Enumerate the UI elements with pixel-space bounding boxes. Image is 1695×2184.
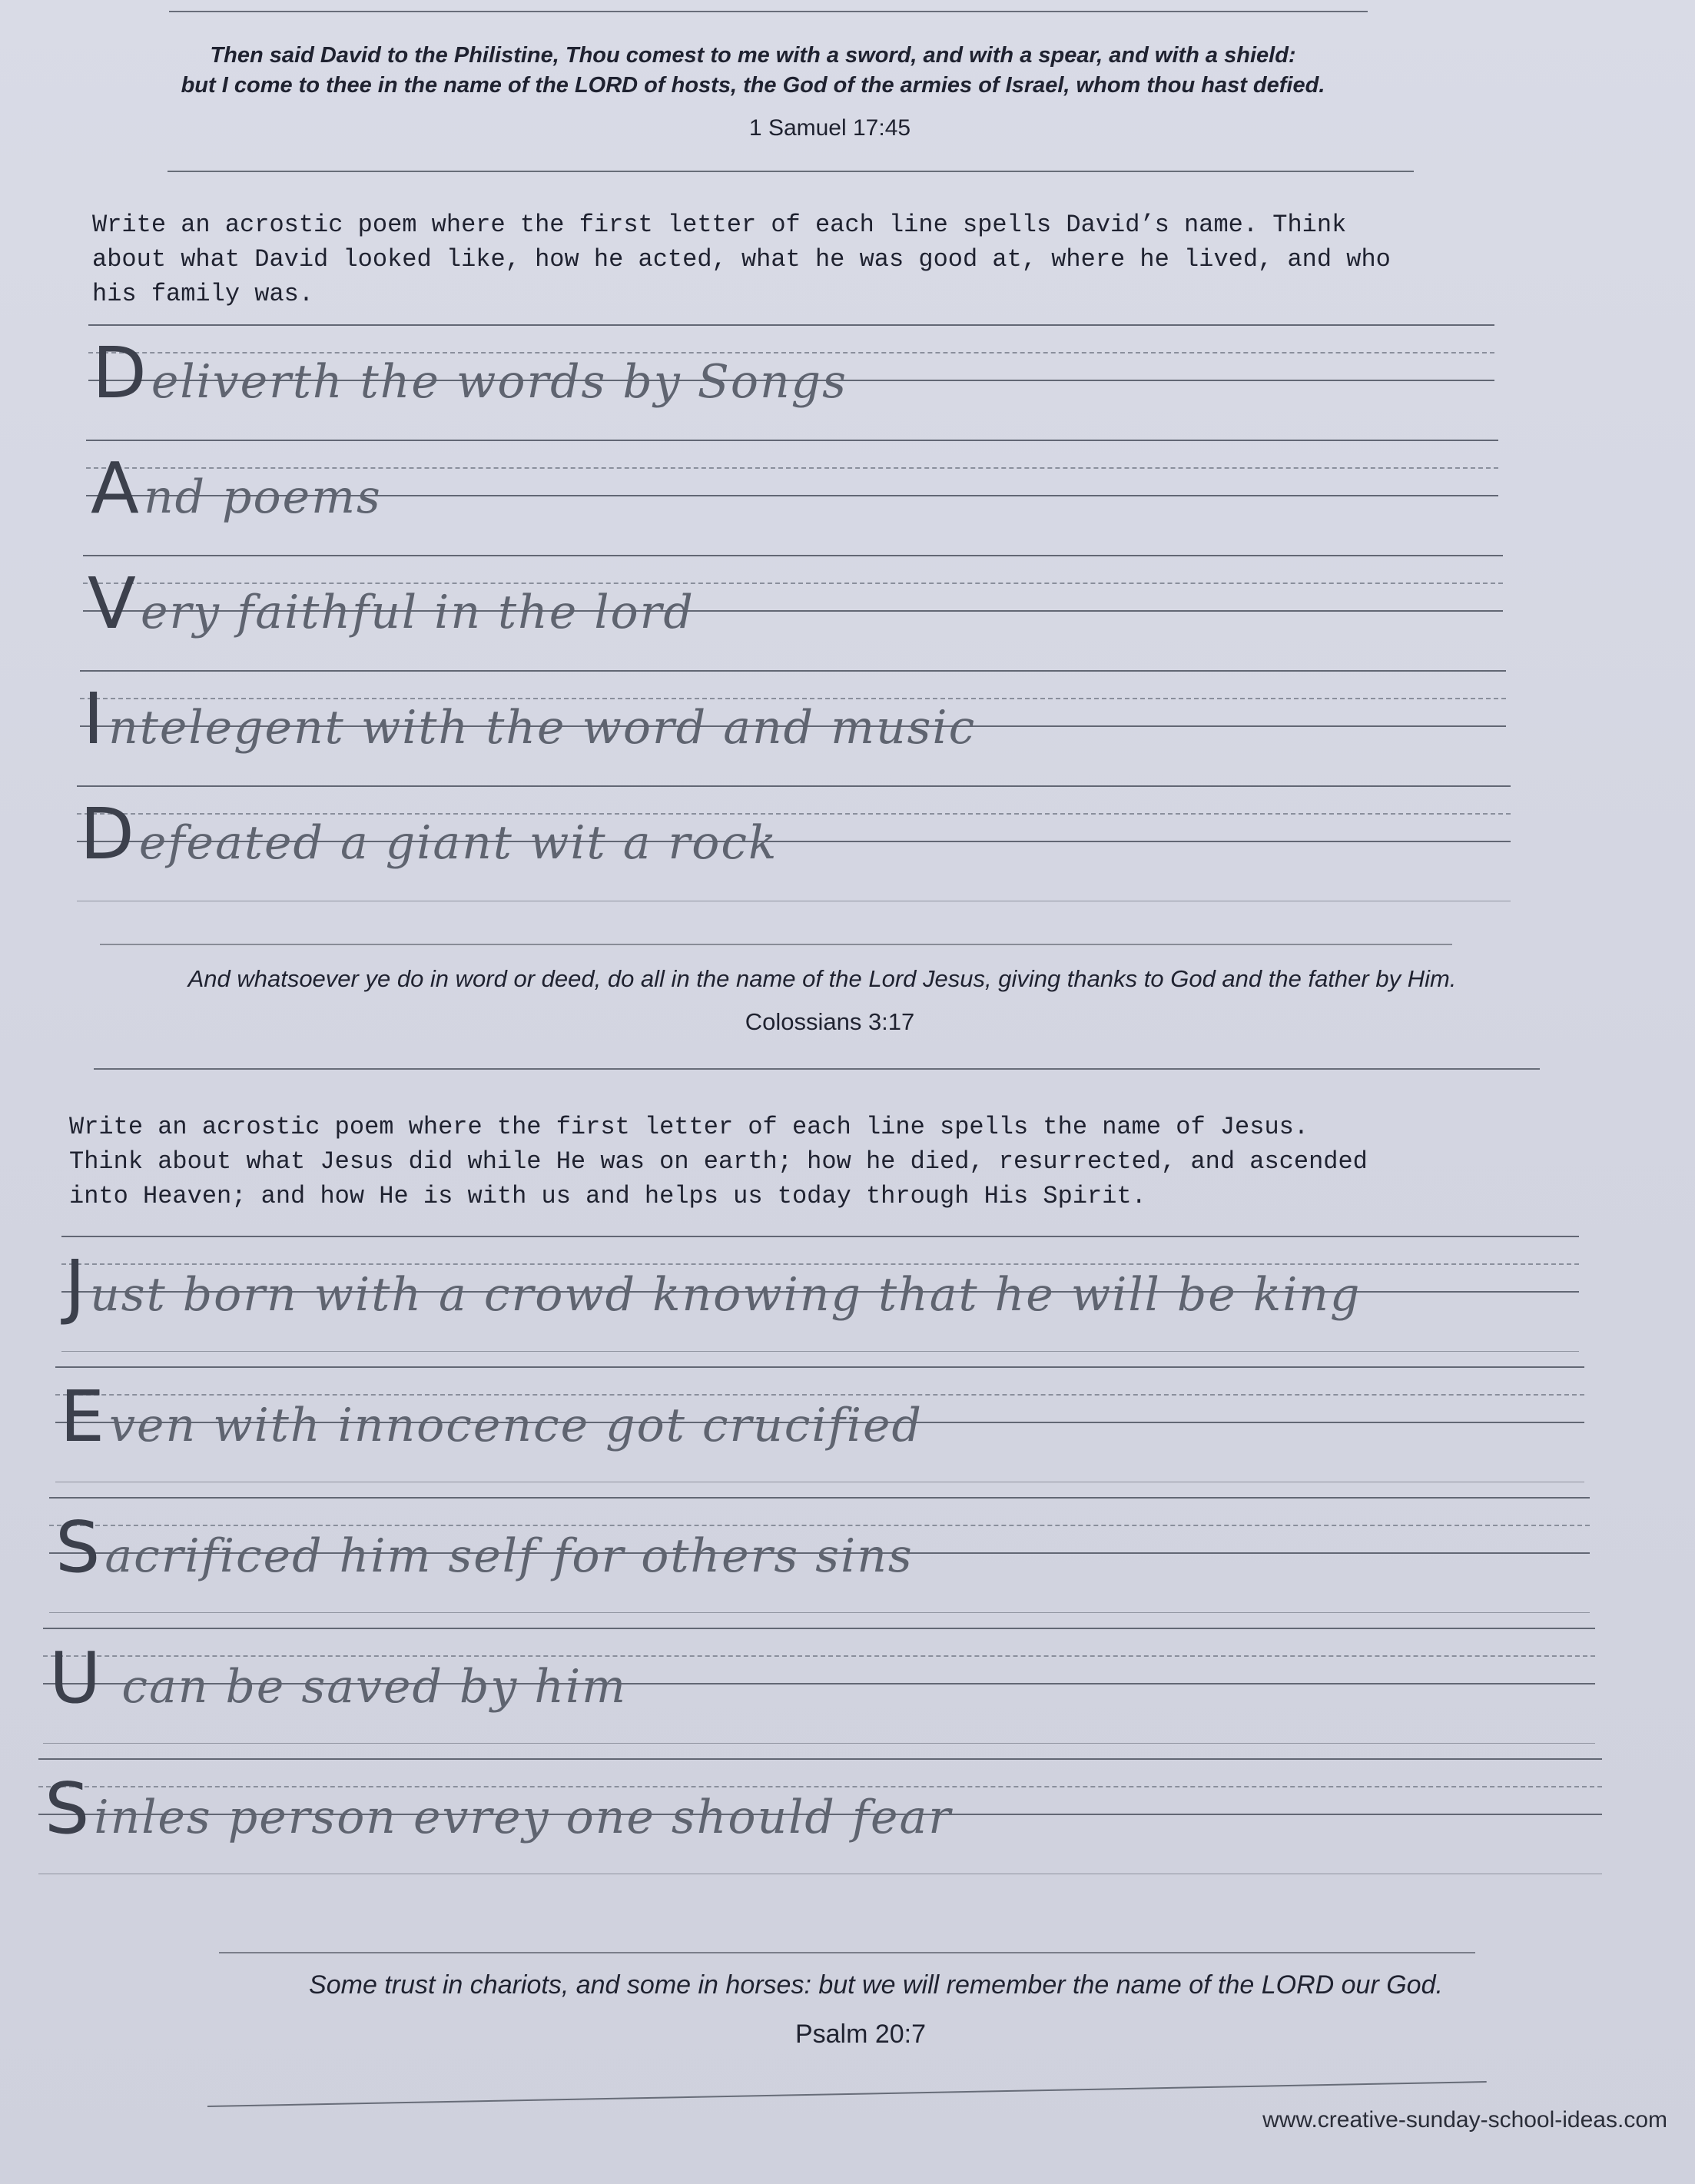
acrostic-line-a: And poems	[91, 447, 382, 529]
acrostic-line-e: Even with innocence got crucified	[60, 1376, 923, 1458]
website-url: www.creative-sunday-school-ideas.com	[1262, 2107, 1667, 2133]
acrostic-line-d-1: Deliverth the words by Songs	[92, 332, 848, 414]
verse-3-rule	[207, 2081, 1487, 2107]
section-2-end-rule	[219, 1952, 1475, 1953]
acrostic-line-s-1: Sacrificed him self for others sins	[55, 1506, 914, 1588]
verse-2-text: And whatsoever ye do in word or deed, do all in the name of the Lord Jesus, giving thanks to God and the father by Him.	[187, 965, 1457, 992]
section-1-end-rule	[100, 944, 1452, 945]
verse-1-line-1: Then said David to the Philistine, Thou comest to me with a sword, and with a spear, and with a shield:	[210, 43, 1296, 68]
verse-1-rule	[168, 171, 1414, 172]
acrostic-line-i: Intelegent with the word and music	[83, 678, 977, 760]
top-rule	[169, 11, 1368, 12]
acrostic-line-d-2: Defeated a giant wit a rock	[80, 793, 778, 875]
verse-1-line-2: but I come to thee in the name of the LORD of hosts, the God of the armies of Israel, whom thou hast defied.	[181, 73, 1325, 98]
verse-1-reference: 1 Samuel 17:45	[748, 115, 911, 141]
verse-3-text: Some trust in chariots, and some in horses: but we will remember the name of the LORD our God.	[309, 1970, 1443, 2000]
verse-3-reference: Psalm 20:7	[794, 2020, 927, 2049]
david-instructions: Write an acrostic poem where the first letter of each line spells David’s name. Think about what David looked like, how he acted, what he was good at, where he lived, and who his family was.	[92, 211, 1391, 308]
jesus-instructions: Write an acrostic poem where the first letter of each line spells the name of Jesus. Think about what Jesus did while He was on earth; how he died, resurrected, and ascended into Heaven; and how He is with us and helps us today through His Spirit.	[69, 1113, 1368, 1210]
acrostic-line-u: U can be saved by him	[49, 1637, 628, 1719]
verse-2-rule	[94, 1068, 1540, 1070]
verse-2-reference: Colossians 3:17	[745, 1008, 915, 1035]
acrostic-line-j: Just born with a crowd knowing that he will be king	[65, 1245, 1362, 1327]
acrostic-line-v: Very faithful in the lord	[88, 563, 695, 645]
acrostic-line-s-2: Sinles person evrey one should fear	[45, 1767, 952, 1850]
